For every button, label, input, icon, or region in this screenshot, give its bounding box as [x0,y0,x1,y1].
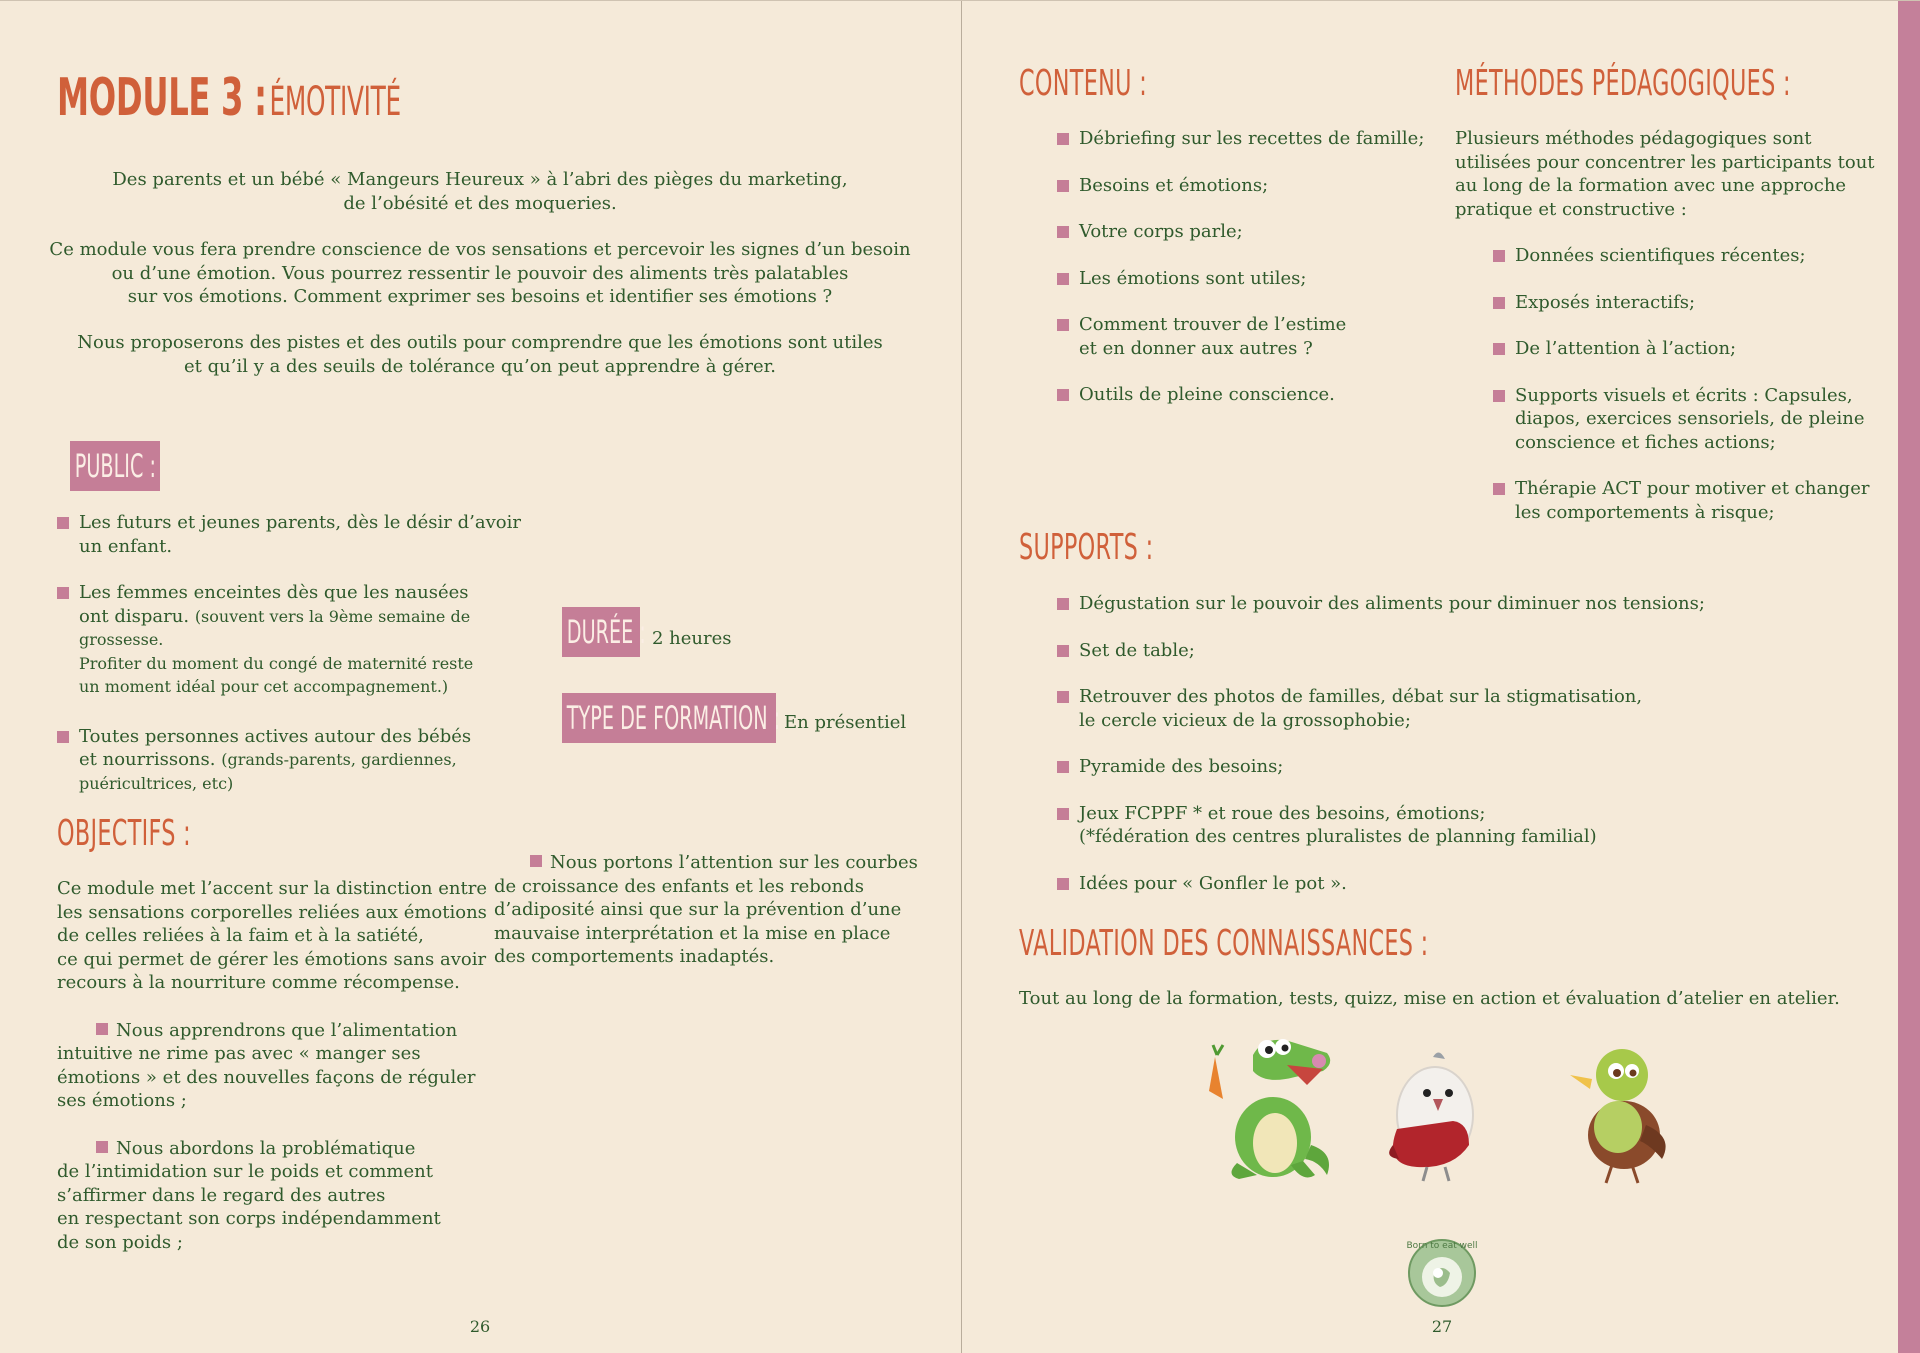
white-bird-mascot-illustration [1373,1045,1493,1185]
list-item [1493,337,1873,361]
item-line: Idées pour « Gonfler le pot ». [1079,872,1347,894]
item-line: Données scientifiques récentes; [1515,245,1806,266]
item-line: et en donner aux autres ? [1079,337,1313,359]
list-item [57,725,557,796]
intro-2-line: ou d’une émotion. Vous pourrez ressentir le pouvoir des aliments très palatables [111,262,849,284]
list-item [1057,685,1837,732]
item-line: Débriefing sur les recettes de famille; [1079,128,1425,149]
bullet-square [96,1141,108,1153]
item-line: un enfant. [79,535,173,557]
duree-value: 2 heures [652,628,732,649]
objectifs-paragraph-2 [57,1019,497,1113]
list-item [1057,220,1437,244]
item-line: le cercle vicieux de la grossophobie; [1079,709,1411,731]
text-line: s’affirmer dans le regard des autres [57,1184,386,1206]
validation-text: Tout au long de la formation, tests, quizz, mise en action et évaluation d’atelier en atelier. [1019,988,1840,1009]
public-label: PUBLIC : [74,447,156,485]
list-item [1057,383,1437,407]
text-line: utilisées pour concentrer les participants tout [1455,151,1875,173]
item-note: Profiter du moment du congé de maternité reste [79,653,474,673]
text-line: de croissance des enfants et les rebonds [494,875,864,897]
intro-3-line: Nous proposerons des pistes et des outils pour comprendre que les émotions sont utiles [77,332,883,353]
item-line: Supports visuels et écrits : Capsules, [1515,384,1853,406]
intro-paragraph-3 [40,331,920,378]
item-line: Outils de pleine conscience. [1079,384,1335,405]
duree-tag [562,607,646,657]
validation-heading: VALIDATION DES CONNAISSANCES : [1019,923,1429,964]
intro-2-line: Ce module vous fera prendre conscience de vos sensations et percevoir les signes d’un besoin [49,239,911,260]
item-line: Jeux FCPPF * et roue des besoins, émotions; [1079,802,1486,824]
item-line: Exposés interactifs; [1515,291,1696,313]
intro-3-line: et qu’il y a des seuils de tolérance qu’on peut apprendre à gérer. [184,355,776,377]
text-line: de l’intimidation sur le poids et comment [57,1161,433,1182]
text-line: recours à la nourriture comme récompense. [57,972,460,993]
bullet-square [530,855,542,867]
item-line: De l’attention à l’action; [1515,338,1737,359]
text-line: Plusieurs méthodes pédagogiques sont [1455,128,1812,149]
item-line: Thérapie ACT pour motiver et changer [1515,478,1870,499]
objectifs-paragraph-1 [57,877,497,995]
methodes-heading: MÉTHODES PÉDAGOGIQUES : [1455,63,1791,104]
public-list [57,511,557,818]
contenu-list [1057,127,1437,430]
item-line: Dégustation sur le pouvoir des aliments pour diminuer nos tensions; [1079,593,1705,614]
contenu-heading: CONTENU : [1019,63,1148,104]
item-line: Besoins et émotions; [1079,174,1269,196]
item-line: (*fédération des centres pluralistes de planning familial) [1079,826,1597,847]
intro-paragraph-2 [40,238,920,309]
item-line: et nourrissons. [79,749,216,770]
item-note: puéricultrices, etc) [79,773,234,793]
list-item [1057,267,1437,291]
item-line: diapos, exercices sensoriels, de pleine [1515,408,1865,429]
text-line: de celles reliées à la faim et à la satiété, [57,925,424,946]
list-item [57,511,557,558]
objectifs-paragraph-3 [57,1137,497,1255]
list-item [1057,592,1837,616]
text-line: ce qui permet de gérer les émotions sans avoir [57,948,487,970]
objectifs-column-1 [57,877,497,1254]
text-line: des comportements inadaptés. [494,946,775,967]
page-number-left: 26 [469,1317,491,1336]
intro-1-line: de l’obésité et des moqueries. [343,192,617,214]
list-item [1493,291,1873,315]
text-line: pratique et constructive : [1455,198,1687,220]
text-line: les sensations corporelles reliées aux émotions [57,901,487,923]
type-formation-tag [562,693,781,743]
title-main: MODULE 3 : [57,68,267,128]
right-page [962,1,1898,1353]
edge-color-bar [1898,1,1920,1353]
list-item [1493,477,1873,524]
item-line: Pyramide des besoins; [1079,756,1284,777]
logo-text: Born to eat well [1406,1241,1478,1251]
list-item [1057,802,1837,849]
list-item [57,581,557,699]
duree-label: DURÉE : [566,613,646,651]
item-note: un moment idéal pour cet accompagnement.) [79,677,449,696]
list-item [1057,755,1837,779]
bullet-square [96,1023,108,1035]
list-item [1057,313,1437,360]
item-line: Les femmes enceintes dès que les nausées [79,582,469,603]
text-line: Nous portons l’attention sur les courbes [550,852,918,873]
type-formation-value: En présentiel [784,712,907,733]
green-duck-mascot-illustration [1562,1041,1682,1187]
text-line: ses émotions ; [57,1090,187,1111]
item-line: Comment trouver de l’estime [1079,314,1347,335]
text-line: émotions » et des nouvelles façons de réguler [57,1066,476,1088]
text-line: mauvaise interprétation et la mise en place [494,922,891,944]
text-line: en respectant son corps indépendamment [57,1208,441,1229]
intro-2-line: sur vos émotions. Comment exprimer ses besoins et identifier ses émotions ? [127,286,833,307]
list-item [1493,384,1873,455]
list-item [1057,127,1437,151]
methodes-intro [1455,127,1875,221]
item-line: Retrouver des photos de familles, débat sur la stigmatisation, [1079,686,1643,707]
item-line: les comportements à risque; [1515,501,1775,523]
text-line: au long de la formation avec une approche [1455,175,1847,196]
text-line: intuitive ne rime pas avec « manger ses [57,1043,421,1064]
text-line: Nous abordons la problématique [116,1137,416,1159]
text-line: Ce module met l’accent sur la distinction entre [57,878,487,899]
crocodile-mascot-illustration [1195,1025,1345,1187]
item-line: Votre corps parle; [1079,221,1243,242]
list-item [1493,244,1873,268]
item-line: Toutes personnes actives autour des bébés [79,725,472,747]
list-item [1057,872,1837,896]
list-item [1057,174,1437,198]
intro-paragraph-1 [40,168,920,215]
module-title [57,63,757,133]
item-line: Les émotions sont utiles; [1079,267,1307,289]
page-number-right: 27 [1431,1317,1453,1336]
list-item [1057,639,1837,663]
intro-1-line: Des parents et un bébé « Mangeurs Heureux » à l’abri des pièges du marketing, [112,169,848,190]
supports-heading: SUPPORTS : [1019,527,1154,568]
item-line: Set de table; [1079,639,1195,661]
objectifs-heading: OBJECTIFS : [57,813,192,854]
item-note: (grands-parents, gardiennes, [221,750,457,769]
supports-list [1057,592,1837,918]
text-line: d’adiposité ainsi que sur la prévention d’une [494,899,902,920]
text-line: de son poids ; [57,1231,183,1253]
text-line: Nous apprendrons que l’alimentation [116,1019,458,1041]
type-formation-label: TYPE DE FORMATION : [566,699,781,737]
public-tag [70,441,160,491]
title-sub: ÉMOTIVITÉ [269,79,401,125]
born-to-eat-well-logo [1404,1233,1480,1309]
methodes-list [1493,244,1873,547]
objectifs-column-2 [494,851,934,969]
item-note: (souvent vers la 9ème semaine de grossesse. [79,606,471,649]
item-line: ont disparu. [79,605,190,627]
item-line: conscience et fiches actions; [1515,431,1776,453]
item-line: Les futurs et jeunes parents, dès le désir d’avoir [79,512,521,533]
left-page [0,1,960,1353]
